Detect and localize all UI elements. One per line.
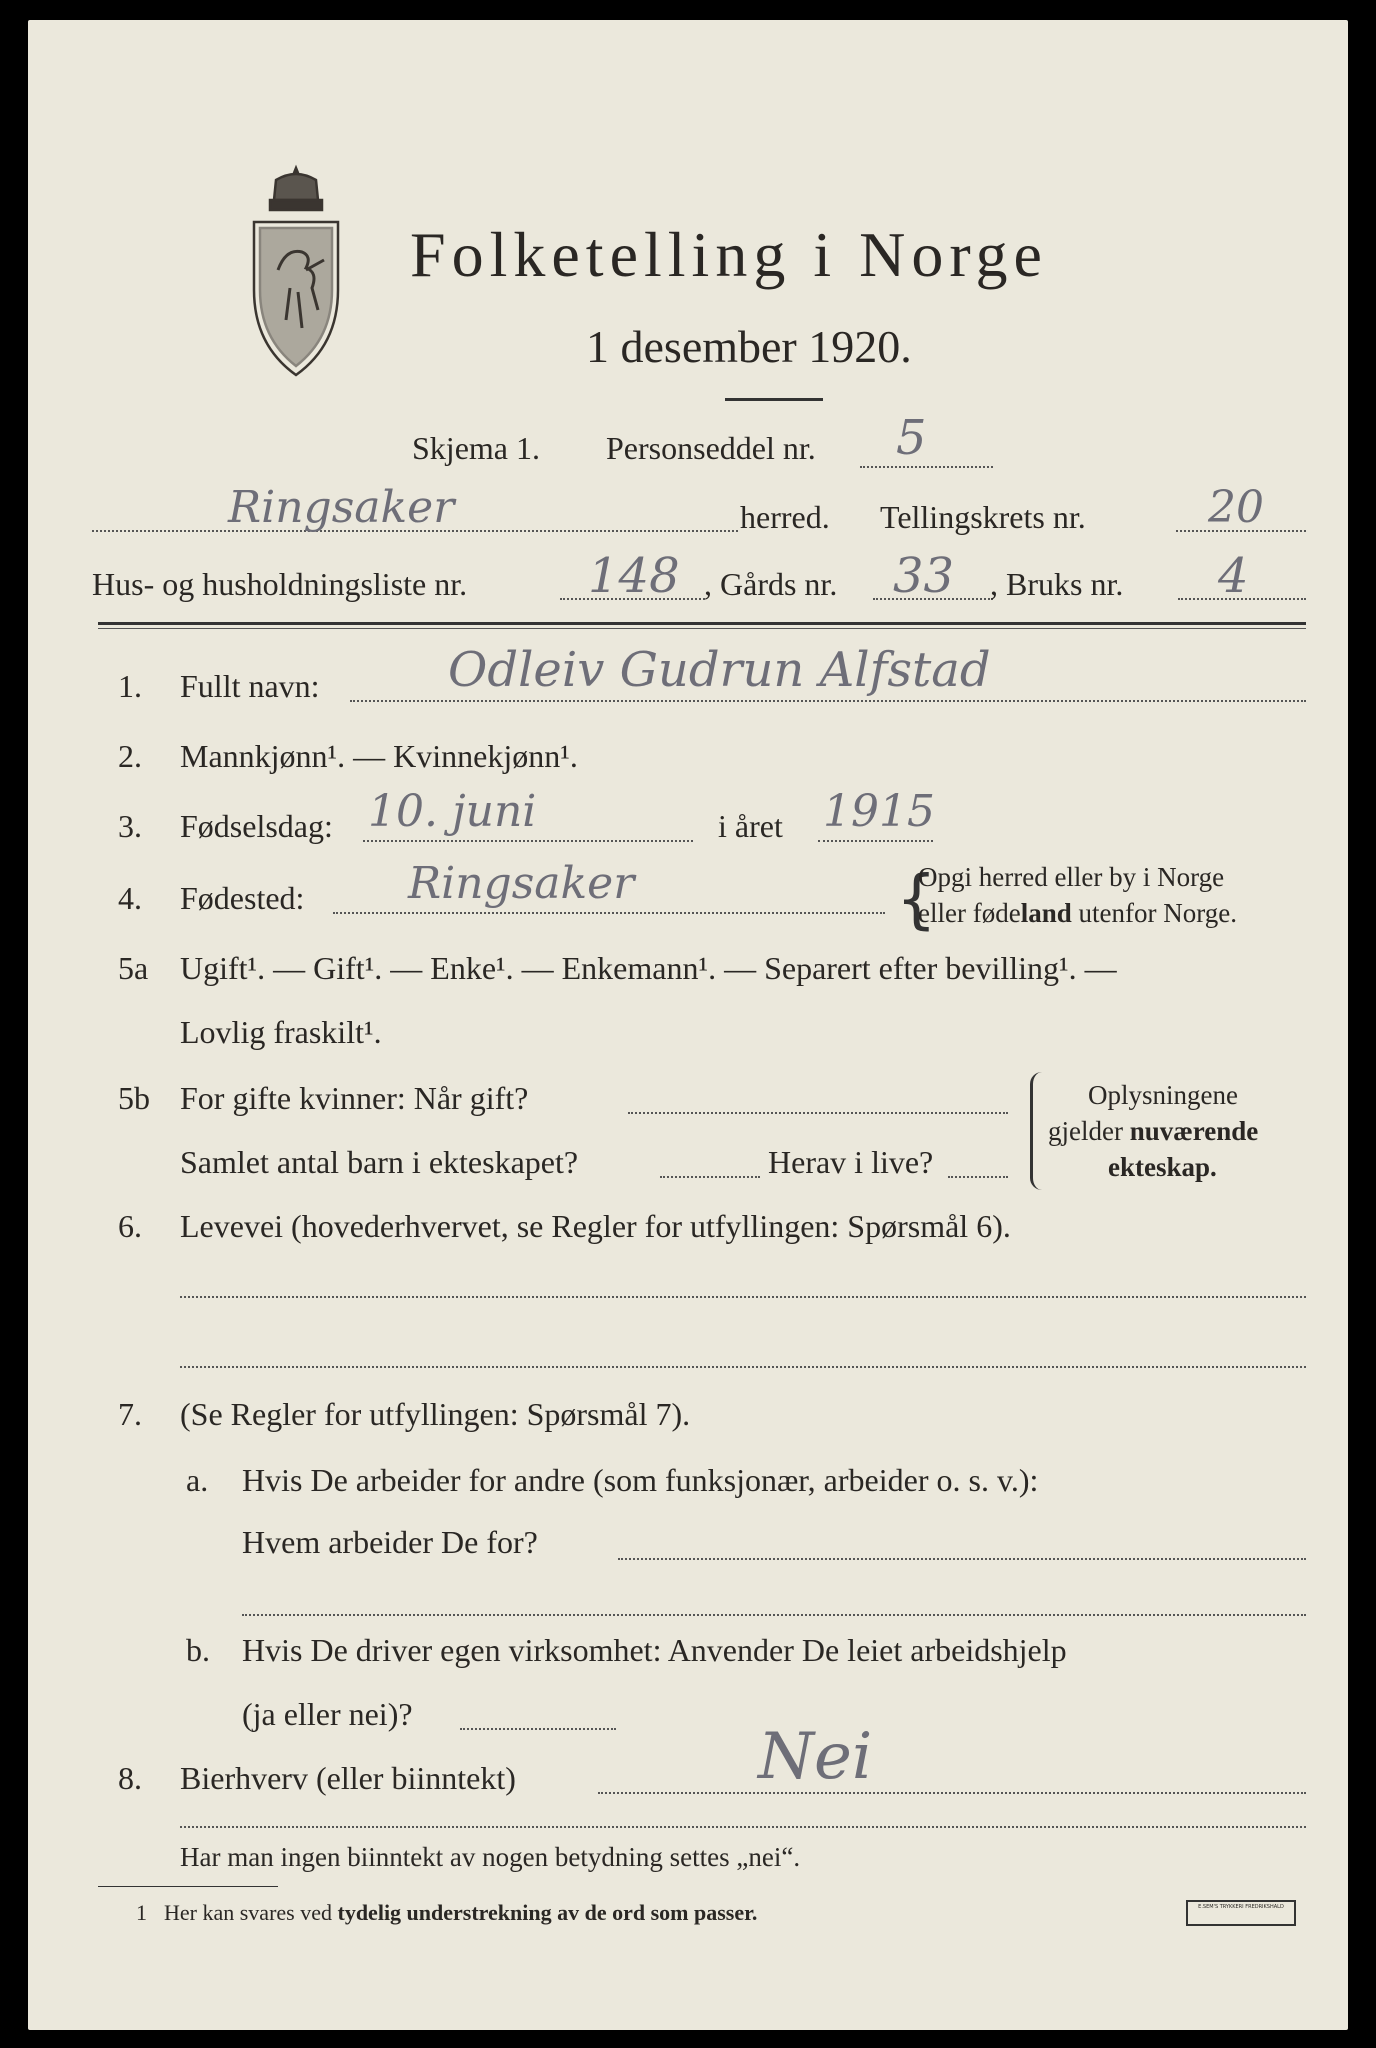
q7b-line2: (ja eller nei)? — [242, 1696, 413, 1732]
q7b-letter: b. — [186, 1632, 210, 1668]
norwegian-coat-of-arms-icon — [246, 160, 346, 385]
husliste-label: Hus- og husholdningsliste nr. — [92, 566, 468, 602]
krets-value: 20 — [1208, 482, 1264, 533]
q1-value: Odleiv Gudrun Alfstad — [448, 642, 991, 698]
schema-label: Skjema 1. — [412, 430, 540, 466]
herred-label: herred. — [740, 499, 830, 535]
bruks-value: 4 — [1218, 548, 1249, 604]
q5b-note-line1: Oplysningene — [1088, 1080, 1238, 1110]
q4-number: 4. — [118, 880, 142, 916]
q6-label: Levevei (hovederhvervet, se Regler for utfyllingen: Spørsmål 6). — [180, 1208, 1011, 1244]
q2-label: Mannkjønn¹. — Kvinnekjønn¹. — [180, 738, 578, 774]
q1-line — [350, 700, 1306, 702]
q2-number: 2. — [118, 738, 142, 774]
herred-value: Ringsaker — [228, 482, 455, 533]
header-rule — [98, 622, 1306, 625]
footer-note: Har man ingen biinntekt av nogen betydning settes „nei“. — [180, 1842, 801, 1872]
q4-line — [333, 912, 885, 914]
gards-label: , Gårds nr. — [704, 566, 838, 602]
q7b-line-answer — [460, 1728, 616, 1730]
q3-year-label: i året — [718, 808, 783, 844]
q6-line1 — [180, 1296, 1306, 1298]
q5b-line1: For gifte kvinner: Når gift? — [180, 1080, 529, 1116]
q8-value: Nei — [758, 1720, 873, 1794]
q5b-number: 5b — [118, 1080, 150, 1116]
personseddel-line — [860, 466, 993, 468]
footnote-rule — [98, 1886, 278, 1887]
census-form — [28, 20, 1348, 2030]
q3-label: Fødselsdag: — [180, 808, 333, 844]
q7-label: (Se Regler for utfyllingen: Spørsmål 7). — [180, 1396, 691, 1432]
q5a-line2: Lovlig fraskilt¹. — [180, 1014, 382, 1050]
title-rule — [725, 398, 823, 401]
q6-number: 6. — [118, 1208, 142, 1244]
q8-line — [598, 1792, 1306, 1794]
q7-number: 7. — [118, 1396, 142, 1432]
q1-label: Fullt navn: — [180, 668, 320, 704]
q6-line2 — [180, 1366, 1306, 1368]
q5a-line1: Ugift¹. — Gift¹. — Enke¹. — Enkemann¹. — Separert efter bevilling¹. — — [180, 950, 1117, 986]
footnote-text: Her kan svares ved tydelig understrekning av de ord som passer. — [164, 1900, 758, 1925]
gards-value: 33 — [893, 548, 955, 604]
q4-note-line2: eller fødeland utenfor Norge. — [918, 898, 1237, 928]
q7a-letter: a. — [186, 1462, 209, 1498]
q5b-alive-line — [948, 1176, 1008, 1178]
q4-brace: { — [896, 863, 937, 937]
q3-year-value: 1915 — [823, 786, 935, 837]
footnote-number: 1 — [136, 1900, 147, 1925]
q7a-line2: Hvem arbeider De for? — [242, 1524, 538, 1560]
q5a-number: 5a — [118, 950, 149, 986]
header-rule-thin — [98, 628, 1306, 629]
q5b-when-line — [628, 1112, 1008, 1114]
q4-note-line1: Opgi herred eller by i Norge — [918, 862, 1225, 892]
q7a-line1: Hvis De arbeider for andre (som funksjonær, arbeider o. s. v.): — [242, 1462, 1039, 1498]
q1-number: 1. — [118, 668, 142, 704]
q4-value: Ringsaker — [408, 858, 635, 909]
bruks-label: , Bruks nr. — [990, 566, 1124, 602]
form-title: Folketelling i Norge — [410, 219, 1048, 290]
q5b-children-label: Samlet antal barn i ekteskapet? — [180, 1144, 579, 1180]
krets-label: Tellingskrets nr. — [880, 499, 1086, 535]
q3-year-line — [818, 840, 933, 842]
q5b-alive-label: Herav i live? — [768, 1144, 934, 1180]
q5b-note-line2: gjelder nuværende — [1048, 1116, 1259, 1146]
q8-label: Bierhverv (eller biinntekt) — [180, 1760, 516, 1796]
q7b-line1: Hvis De driver egen virksomhet: Anvender De leiet arbeidshjelp — [242, 1632, 1067, 1668]
q7a-line-answer — [618, 1558, 1306, 1560]
q8-number: 8. — [118, 1760, 142, 1796]
q8-line2 — [180, 1826, 1306, 1828]
printer-stamp: E.SEM'S TRYKKERI FREDRIKSHALD — [1186, 1900, 1296, 1926]
q5b-note-line3: ekteskap. — [1108, 1152, 1217, 1182]
q3-day-line — [363, 840, 693, 842]
q4-label: Fødested: — [180, 880, 305, 916]
personseddel-value: 5 — [896, 410, 927, 466]
personseddel-label: Personseddel nr. — [606, 430, 816, 466]
q5b-brace — [1030, 1072, 1047, 1190]
form-date: 1 desember 1920. — [586, 321, 912, 372]
q3-number: 3. — [118, 808, 142, 844]
husliste-value: 148 — [588, 548, 680, 604]
q3-day-value: 10. juni — [368, 786, 537, 837]
q7a-line-answer2 — [242, 1614, 1306, 1616]
q5b-children-line — [660, 1176, 760, 1178]
